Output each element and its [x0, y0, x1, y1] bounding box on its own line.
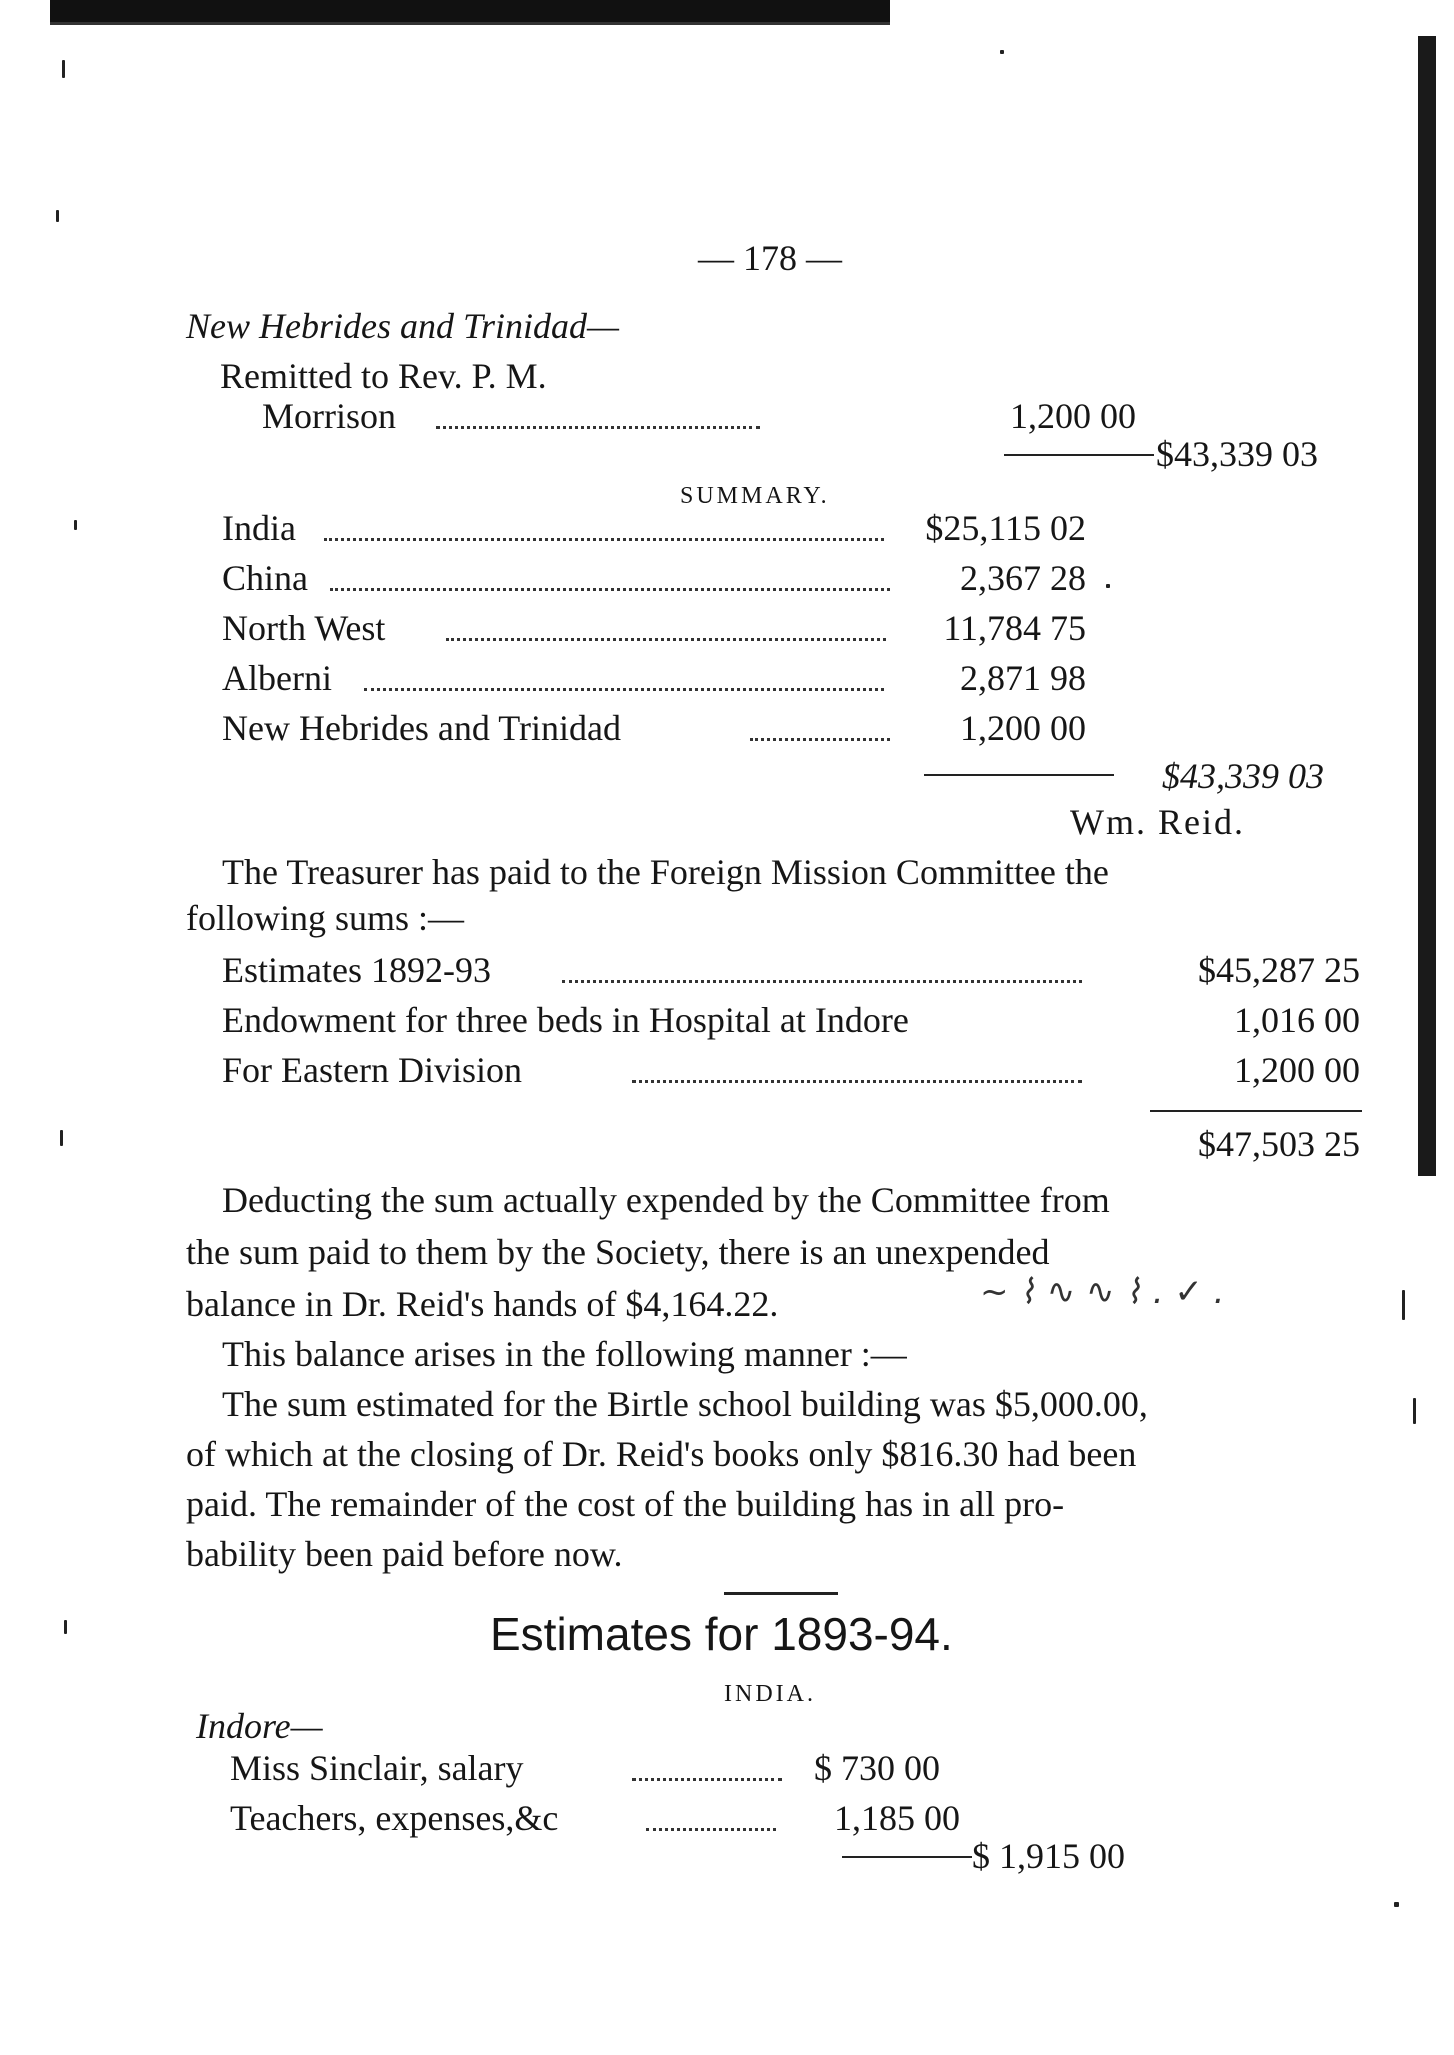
scan-speck [1394, 1902, 1399, 1907]
scan-edge-top [50, 0, 890, 22]
estimate-row-label: Teachers, expenses,&c [230, 1798, 559, 1838]
scan-edge-right [1418, 36, 1436, 1176]
dot-leader [646, 1828, 776, 1831]
scan-speck [1106, 584, 1110, 588]
page-number: — 178 — [698, 238, 842, 278]
payment-row-label: For Eastern Division [222, 1050, 522, 1090]
dot-leader [324, 538, 884, 541]
total-rule [842, 1856, 972, 1858]
payment-row-label: Estimates 1892-93 [222, 950, 491, 990]
remittance-line-1: Remitted to Rev. P. M. [220, 356, 547, 396]
summary-row-label: New Hebrides and Trinidad [222, 708, 621, 748]
summary-row-amount: 2,871 98 [960, 658, 1086, 698]
scan-speck [1413, 1398, 1416, 1424]
total-rule [1004, 454, 1154, 456]
scan-speck [56, 210, 59, 222]
estimate-row-label: Miss Sinclair, salary [230, 1748, 524, 1788]
dot-leader [750, 738, 890, 741]
summary-row-amount: 2,367 28 [960, 558, 1086, 598]
dot-leader [632, 1778, 782, 1781]
estimates-total: $ 1,915 00 [972, 1836, 1125, 1876]
summary-total: $43,339 03 [1162, 756, 1324, 796]
summary-row-amount: 11,784 75 [943, 608, 1086, 648]
estimates-subheading: INDIA. [724, 1681, 816, 1707]
dot-leader [446, 638, 886, 641]
scan-speck [1402, 1290, 1405, 1320]
scan-speck [74, 520, 77, 530]
payments-intro-line-1: The Treasurer has paid to the Foreign Mission Committee the [222, 852, 1109, 892]
payment-row-amount: 1,016 00 [1234, 1000, 1360, 1040]
paragraph-line: The sum estimated for the Birtle school building was $5,000.00, [222, 1384, 1148, 1424]
remittance-line-2: Morrison [262, 396, 396, 436]
dot-leader [436, 426, 760, 429]
payments-intro-line-2: following sums :— [186, 898, 465, 938]
signature: Wm. Reid. [1070, 802, 1245, 842]
handwritten-annotation: ~ ⌇ ∿ ∿ ⌇ . ✓ . [980, 1272, 1225, 1312]
summary-row-amount: 1,200 00 [960, 708, 1086, 748]
dot-leader [562, 980, 1082, 983]
paragraph-line: the sum paid to them by the Society, there is an unexpended [186, 1232, 1050, 1272]
paragraph-line: bability been paid before now. [186, 1534, 623, 1574]
summary-row-label: North West [222, 608, 386, 648]
payment-row-amount: $45,287 25 [1198, 950, 1360, 990]
summary-row-label: China [222, 558, 308, 598]
summary-row-label: Alberni [222, 658, 332, 698]
scan-edge-top-thin [50, 22, 890, 25]
payment-row-amount: 1,200 00 [1234, 1050, 1360, 1090]
summary-heading: SUMMARY. [680, 483, 830, 509]
summary-row-label: India [222, 508, 296, 548]
remittance-total: $43,339 03 [1156, 434, 1318, 474]
scan-speck [60, 1130, 63, 1146]
payment-row-label: Endowment for three beds in Hospital at Indore [222, 1000, 909, 1040]
paragraph-line: paid. The remainder of the cost of the building has in all pro- [186, 1484, 1065, 1524]
paragraph-line: of which at the closing of Dr. Reid's books only $816.30 had been [186, 1434, 1137, 1474]
paragraph-line: Deducting the sum actually expended by the Committee from [222, 1180, 1110, 1220]
scan-speck [1000, 50, 1004, 54]
paragraph-line: balance in Dr. Reid's hands of $4,164.22. [186, 1284, 779, 1324]
estimate-row-amount: 1,185 00 [834, 1798, 960, 1838]
dot-leader [364, 688, 884, 691]
scan-speck [64, 1620, 67, 1634]
section-heading-new-hebrides: New Hebrides and Trinidad— [186, 306, 620, 346]
remittance-amount: 1,200 00 [1010, 396, 1136, 436]
section-divider [724, 1592, 838, 1595]
summary-row-amount: $25,115 02 [925, 508, 1086, 548]
station-heading: Indore— [196, 1706, 323, 1746]
total-rule [924, 774, 1114, 776]
total-rule [1150, 1110, 1362, 1112]
payments-total: $47,503 25 [1198, 1124, 1360, 1164]
dot-leader [632, 1080, 1082, 1083]
paragraph-line: This balance arises in the following manner :— [222, 1334, 907, 1374]
dot-leader [330, 588, 890, 591]
estimate-row-amount: $ 730 00 [814, 1748, 940, 1788]
estimates-heading: Estimates for 1893-94. [490, 1608, 953, 1660]
scan-speck [62, 60, 65, 78]
